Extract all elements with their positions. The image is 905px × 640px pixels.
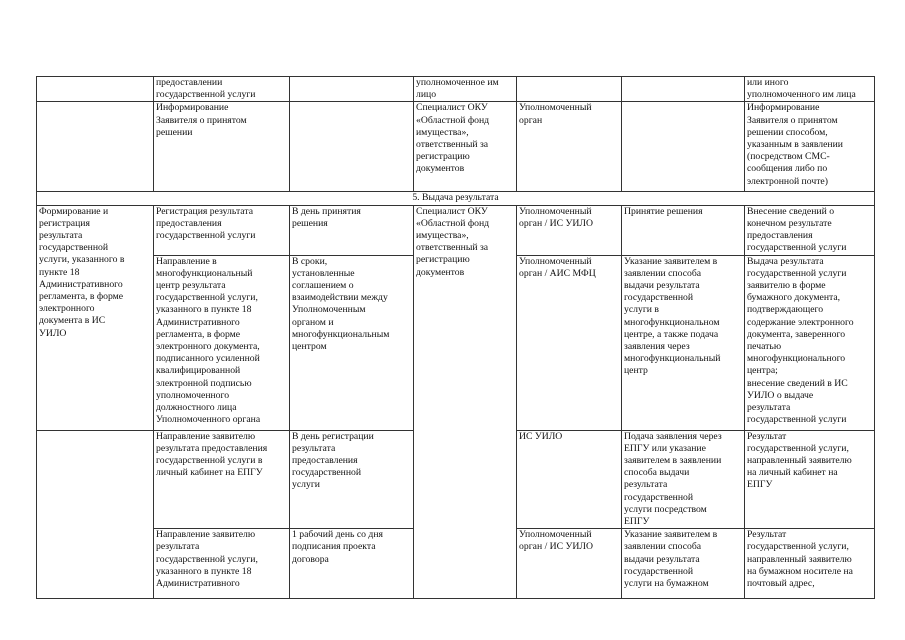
cell-term: В день принятия решения xyxy=(290,205,414,255)
cell-system: ИС УИЛО xyxy=(517,430,622,529)
cell-system: Уполномоченный орган / ИС УИЛО xyxy=(517,205,622,255)
cell-executor: Специалист ОКУ «Областной фонд имущества», ответственный за регистрацию документов xyxy=(414,205,517,599)
cell-term xyxy=(290,102,414,192)
procedure-table xyxy=(36,76,875,599)
cell-term: В сроки, установленные соглашением о взаимодействии между Уполномоченным органом и многофункциональным центром xyxy=(290,255,414,430)
cell-basis xyxy=(37,430,154,599)
cell-basis xyxy=(37,77,154,102)
cell-system: Уполномоченный орган / ИС УИЛО xyxy=(517,529,622,599)
cell-criteria: Подача заявления через ЕПГУ или указание заявителем в заявлении способа выдачи результата государственной услуги посредством ЕПГУ xyxy=(622,430,745,529)
cell-result: Результат государственной услуги, направленный заявителю на личный кабинет на ЕПГУ xyxy=(745,430,875,529)
cell-system xyxy=(517,77,622,102)
cell-step: Направление заявителю результата предоставления государственной услуги в личный кабинет на ЕПГУ xyxy=(154,430,290,529)
table-row xyxy=(37,77,875,102)
cell-criteria xyxy=(622,77,745,102)
cell-term xyxy=(290,77,414,102)
cell-result: Результат государственной услуги, направленный заявителю на бумажном носителе на почтовый адрес, xyxy=(745,529,875,599)
cell-executor: Специалист ОКУ «Областной фонд имущества», ответственный за регистрацию документов xyxy=(414,102,517,192)
cell-criteria: Принятие решения xyxy=(622,205,745,255)
cell-basis xyxy=(37,102,154,192)
cell-step: предоставлении государственной услуги xyxy=(154,77,290,102)
cell-term: 1 рабочий день со дня подписания проекта договора xyxy=(290,529,414,599)
cell-step: Направление заявителю результата государственной услуги, указанного в пункте 18 Административного xyxy=(154,529,290,599)
cell-criteria xyxy=(622,102,745,192)
cell-system: Уполномоченный орган xyxy=(517,102,622,192)
cell-criteria: Указание заявителем в заявлении способа выдачи результата государственной услуги в многофункциональном центре, а также подача заявления через многофункциональный центр xyxy=(622,255,745,430)
table-row xyxy=(37,205,875,255)
table-row xyxy=(37,102,875,192)
cell-step: Информирование Заявителя о принятом решении xyxy=(154,102,290,192)
section-row xyxy=(37,192,875,205)
cell-basis: Формирование и регистрация результата государственной услуги, указанного в пункте 18 Административного регламента, в форме электронного документа в ИС УИЛО xyxy=(37,205,154,430)
cell-result: Внесение сведений о конечном результате предоставления государственной услуги xyxy=(745,205,875,255)
cell-result: Информирование Заявителя о принятом решении способом, указанным в заявлении (посредством СМС- сообщения либо по электронной почте) xyxy=(745,102,875,192)
cell-result: или иного уполномоченного им лица xyxy=(745,77,875,102)
cell-executor: уполномоченное им лицо xyxy=(414,77,517,102)
cell-term: В день регистрации результата предоставления государственной услуги xyxy=(290,430,414,529)
cell-system: Уполномоченный орган / АИС МФЦ xyxy=(517,255,622,430)
cell-step: Направление в многофункциональный центр результата государственной услуги, указанного в пункте 18 Административного регламента, в форме электронного документа, подписанного усиленной квалифицированной электронной подписью уполномоченного должностного лица Уполномоченного органа xyxy=(154,255,290,430)
cell-result: Выдача результата государственной услуги заявителю в форме бумажного документа, подтверждающего содержание электронного документа, заверенного печатью многофункционального центра; внесение сведений в ИС УИЛО о выдаче результата государственной услуги xyxy=(745,255,875,430)
section-title: 5. Выдача результата xyxy=(37,192,875,205)
cell-step: Регистрация результата предоставления государственной услуги xyxy=(154,205,290,255)
cell-criteria: Указание заявителем в заявлении способа выдачи результата государственной услуги на бумажном xyxy=(622,529,745,599)
